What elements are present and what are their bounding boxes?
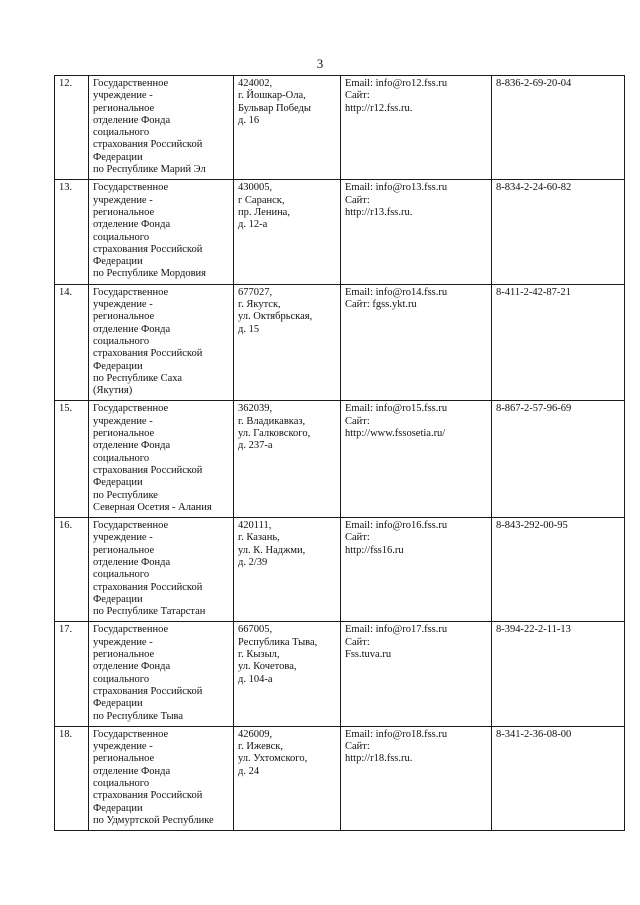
phone-cell: 8-867-2-57-96-69: [492, 401, 625, 518]
table-row: [55, 401, 625, 518]
contact-cell: Email: info@ro17.fss.ru Сайт: Fss.tuva.ru: [341, 622, 492, 726]
phone-cell: 8-836-2-69-20-04: [492, 76, 625, 180]
contact-cell: Email: info@ro14.fss.ru Сайт: fgss.ykt.ru: [341, 284, 492, 401]
row-number-cell: 16.: [55, 518, 89, 622]
row-number-cell: 17.: [55, 622, 89, 726]
contact-cell: Email: info@ro13.fss.ru Сайт: http://r13.fss.ru.: [341, 180, 492, 284]
office-name-cell: Государственное учреждение - региональное отделение Фонда социального страхования Российской Федерации по Республике Саха (Якутия): [89, 284, 234, 401]
table-row: [55, 180, 625, 284]
address-cell: 420111, г. Казань, ул. К. Наджми, д. 2/39: [234, 518, 341, 622]
row-number-cell: 18.: [55, 726, 89, 830]
phone-cell: 8-394-22-2-11-13: [492, 622, 625, 726]
contact-cell: Email: info@ro12.fss.ru Сайт: http://r12.fss.ru.: [341, 76, 492, 180]
address-cell: 667005, Республика Тыва, г. Кызыл, ул. Кочетова, д. 104-а: [234, 622, 341, 726]
phone-cell: 8-834-2-24-60-82: [492, 180, 625, 284]
contact-cell: Email: info@ro16.fss.ru Сайт: http://fss16.ru: [341, 518, 492, 622]
table-row: [55, 726, 625, 830]
office-name-cell: Государственное учреждение - региональное отделение Фонда социального страхования Российской Федерации по Удмуртской Республике: [89, 726, 234, 830]
phone-cell: 8-843-292-00-95: [492, 518, 625, 622]
contact-cell: Email: info@ro15.fss.ru Сайт: http://www.fssosetia.ru/: [341, 401, 492, 518]
office-name-cell: Государственное учреждение - региональное отделение Фонда социального страхования Российской Федерации по Республике Марий Эл: [89, 76, 234, 180]
row-number-cell: 12.: [55, 76, 89, 180]
contact-cell: Email: info@ro18.fss.ru Сайт: http://r18.fss.ru.: [341, 726, 492, 830]
table-row: [55, 76, 625, 180]
fss-offices-table: [54, 75, 625, 831]
address-cell: 424002, г. Йошкар-Ола, Бульвар Победы д. 16: [234, 76, 341, 180]
row-number-cell: 14.: [55, 284, 89, 401]
office-name-cell: Государственное учреждение - региональное отделение Фонда социального страхования Российской Федерации по Республике Мордовия: [89, 180, 234, 284]
office-name-cell: Государственное учреждение - региональное отделение Фонда социального страхования Российской Федерации по Республике Тыва: [89, 622, 234, 726]
row-number-cell: 15.: [55, 401, 89, 518]
address-cell: 677027, г. Якутск, ул. Октябрьская, д. 15: [234, 284, 341, 401]
office-name-cell: Государственное учреждение - региональное отделение Фонда социального страхования Российской Федерации по Республике Татарстан: [89, 518, 234, 622]
table-row: [55, 284, 625, 401]
table-row: [55, 622, 625, 726]
address-cell: 362039, г. Владикавказ, ул. Галковского, д. 237-а: [234, 401, 341, 518]
phone-cell: 8-411-2-42-87-21: [492, 284, 625, 401]
address-cell: 426009, г. Ижевск, ул. Ухтомского, д. 24: [234, 726, 341, 830]
page-number: 3: [316, 56, 324, 71]
phone-cell: 8-341-2-36-08-00: [492, 726, 625, 830]
office-name-cell: Государственное учреждение - региональное отделение Фонда социального страхования Российской Федерации по Республике Северная Осетия - Алания: [89, 401, 234, 518]
address-cell: 430005, г Саранск, пр. Ленина, д. 12-а: [234, 180, 341, 284]
table-row: [55, 518, 625, 622]
row-number-cell: 13.: [55, 180, 89, 284]
